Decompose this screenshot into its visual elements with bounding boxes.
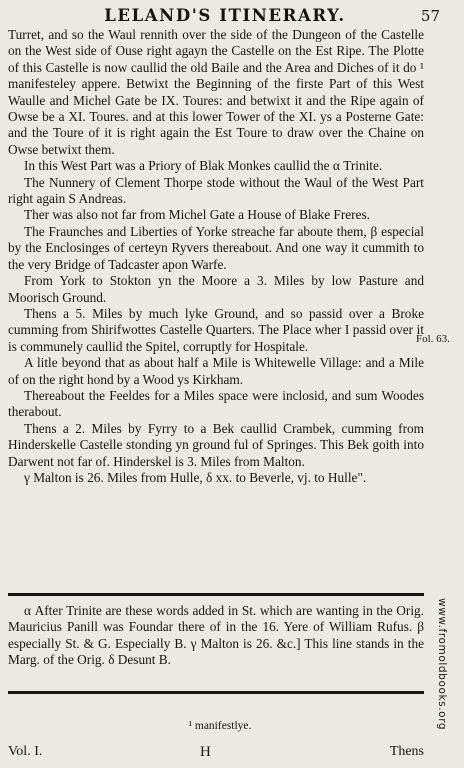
paragraph: Ther was also not far from Michel Gate a House of Blake Freres. <box>24 207 370 223</box>
paragraph: Thereabout the Feeldes for a Miles space were inclosid, and sum Woodes therabout. <box>8 387 424 420</box>
page-header <box>0 6 440 28</box>
folio-margin-note: Fol. 63. <box>416 333 450 345</box>
paragraph: Thens a 2. Miles by Fyrry to a Bek caullid Crambek, cumming from Hinderskelle Castelle stonding yn ground ful of Springes. This Bek goith into Darwent not far of. Hinderskel is 3. Miles from Malton. <box>8 420 424 469</box>
running-title: LELAND'S ITINERARY. <box>104 6 346 25</box>
paragraph: Thens a 5. Miles by much lyke Ground, and so passid over a Broke cumming from Shirifwottes Castelle Quarters. The Place wher I passid over it is communely caullid the Spitel, corruptly for Hospitale. <box>8 305 424 354</box>
footnote-text: α After Trinite are these words added in St. which are wanting in the Orig. Mauricius Panill was Foundar there of in the 16. Yere of William Rufus. β especially St. & G. Especially B. γ Malton is 26. &c.] This line stands in the Marg. of the Orig. δ Desunt B. <box>8 603 424 668</box>
watermark <box>436 598 460 764</box>
signature-mark: H <box>200 744 211 760</box>
paragraph: A litle beyond that as about half a Mile is Whitewelle Village: and a Mile of on the right hond by a Wood ys Kirkham. <box>8 355 424 387</box>
paragraph: Turret, and so the Waul rennith over the side of the Dungeon of the Castelle on the West side of Ouse right agayn the Castelle on the Est Ripe. The Plotte of this Castelle is now caullid the old Baile and the Area and Diches of it do ¹ manifesteley appere. Betwixt the Beginning of the firste Part of this West Waulle and Michel Gate be IX. Toures: and betwixt it and the Ripe again of Owse be a XI. Toures. and at this lower Tower of the XI. ys a Posterne Gate: and the Toure of it is right again the Est Toure to draw over the Chaine on Owse betwixt them. <box>8 27 424 157</box>
footnote-divider <box>8 593 424 596</box>
paragraph: From York to Stokton yn the Moore a 3. Miles by low Pasture and Moorisch Ground. <box>8 273 424 305</box>
main-text <box>8 27 424 486</box>
sub-note: ¹ manifestlye. <box>188 720 252 732</box>
watermark-text: www.fromoldbooks.org <box>436 598 448 731</box>
catchword: Thens <box>389 744 424 759</box>
volume-label: Vol. I. <box>8 744 43 759</box>
paragraph: In this West Part was a Priory of Blak Monkes caullid the α Trinite. <box>24 158 383 174</box>
paragraph: The Fraunches and Liberties of Yorke streache far aboute them, β especial by the Enclosinges of certeyn Ryvers thereabout. And one way it cummith to the very Bridge of Tadcaster apon Warfe. <box>8 223 424 272</box>
footnotes <box>8 603 424 669</box>
page-number: 57 <box>420 7 440 25</box>
signature-line <box>0 744 440 762</box>
paragraph: The Nunnery of Clement Thorpe stode without the Waul of the West Part right again S Andreas. <box>8 174 424 207</box>
bottom-divider <box>8 691 424 694</box>
paragraph: γ Malton is 26. Miles from Hulle, δ xx. to Beverle, vj. to Hulle". <box>24 469 367 485</box>
